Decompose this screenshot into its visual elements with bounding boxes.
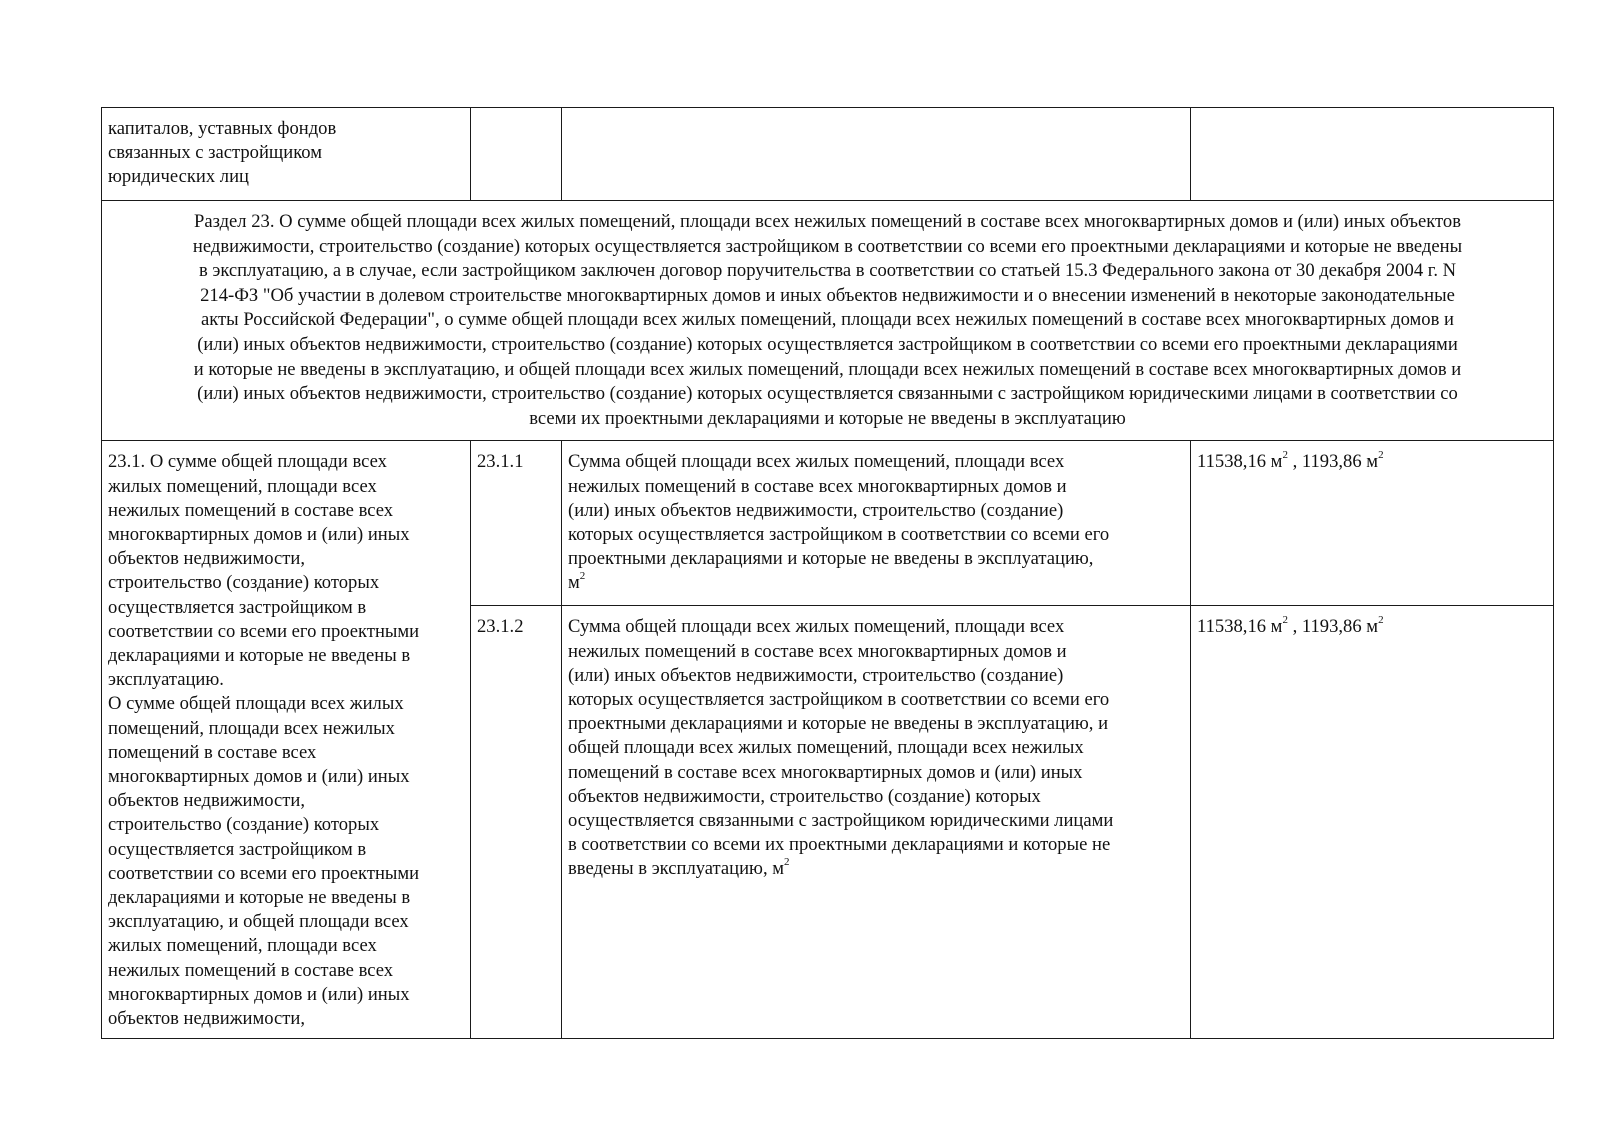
text-line: строительство (создание) которых xyxy=(108,814,380,836)
text-line: всеми их проектными декларациями и которые не введены в эксплуатацию xyxy=(529,407,1126,429)
text-line: осуществляется застройщиком в xyxy=(108,838,367,860)
section-23-header xyxy=(102,201,1554,441)
text-line: объектов недвижимости, xyxy=(108,790,306,812)
empty-value-cell xyxy=(1191,108,1554,201)
value-part-a: 11538,16 м xyxy=(1197,616,1283,638)
text-line: капиталов, уставных фондов xyxy=(108,118,337,139)
text-line: Сумма общей площади всех жилых помещений, площади всех xyxy=(568,616,1065,638)
empty-code-cell xyxy=(471,108,562,201)
unit-line xyxy=(568,571,1184,595)
text-line: общей площади всех жилых помещений, площади всех нежилых xyxy=(568,737,1084,759)
text-line: Сумма общей площади всех жилых помещений, площади всех xyxy=(568,451,1065,473)
text-line: жилых помещений, площади всех xyxy=(108,475,377,497)
text-line: (или) иных объектов недвижимости, строительство (создание) которых осуществляется связанными с застройщиком юридическими лицами в соответствии со xyxy=(197,383,1458,405)
text-line: в соответствии со всеми их проектными декларациями и которые не xyxy=(568,834,1111,856)
text-line: (или) иных объектов недвижимости, строительство (создание) xyxy=(568,664,1064,686)
text-line: проектными декларациями и которые не введены в эксплуатацию, и xyxy=(568,713,1109,735)
text-line: осуществляется застройщиком в xyxy=(108,596,367,618)
text-line: в эксплуатацию, а в случае, если застройщиком заключен договор поручительства в соответствии со статьей 15.3 Федерального закона от 30 декабря 2004 г. N xyxy=(198,260,1457,282)
unit-line xyxy=(568,857,1184,881)
value-exponent-b: 2 xyxy=(1378,449,1384,462)
item-code-cell xyxy=(471,606,562,1039)
disclosure-table xyxy=(101,107,1554,1039)
text-line: (или) иных объектов недвижимости, строительство (создание) которых осуществляется застройщиком в соответствии со всеми его проектными декларациями xyxy=(197,333,1458,355)
text-line: объектов недвижимости, строительство (создание) которых xyxy=(568,785,1041,807)
text-line: эксплуатацию. xyxy=(108,669,224,691)
text-line: и которые не введены в эксплуатацию, и общей площади всех жилых помещений, площади всех нежилых помещений в составе всех многоквартирных домов и xyxy=(193,358,1462,380)
text-line: помещений в составе всех многоквартирных домов и (или) иных xyxy=(568,761,1083,783)
text-line: которых осуществляется застройщиком в соответствии со всеми его xyxy=(568,523,1110,545)
item-description-cell xyxy=(562,441,1191,606)
text-line: 214-ФЗ "Об участии в долевом строительстве многоквартирных домов и иных объектов недвижимости и о внесении изменений в некоторые законодательные xyxy=(200,284,1455,306)
value-exponent-a: 2 xyxy=(1282,614,1288,627)
text-line: Раздел 23. О сумме общей площади всех жилых помещений, площади всех нежилых помещений в составе всех многоквартирных домов и (или) иных объектов xyxy=(193,211,1462,232)
text-line: эксплуатацию, и общей площади всех xyxy=(108,911,409,933)
text-line: декларациями и которые не введены в xyxy=(108,644,411,666)
table-row-23-1-1 xyxy=(102,441,1554,606)
text-line: объектов недвижимости, xyxy=(108,548,306,570)
text-line: связанных с застройщиком xyxy=(108,142,322,164)
value-exponent-b: 2 xyxy=(1378,614,1384,627)
continuation-label-cell xyxy=(102,108,471,201)
text-line: О сумме общей площади всех жилых xyxy=(108,693,404,715)
text-line: соответствии со всеми его проектными xyxy=(108,620,420,642)
text-line: соответствии со всеми его проектными xyxy=(108,862,420,884)
subsection-23-1-cell xyxy=(102,441,471,1039)
item-code-cell xyxy=(471,441,562,606)
table-row-section-header xyxy=(102,201,1554,441)
text-line: многоквартирных домов и (или) иных xyxy=(108,983,410,1005)
text-line: юридических лиц xyxy=(108,166,249,188)
text-line: проектными декларациями и которые не введены в эксплуатацию, xyxy=(568,548,1094,570)
value-part-b: , 1193,86 м xyxy=(1292,451,1379,473)
item-value-cell xyxy=(1191,606,1554,1039)
text-line: которых осуществляется застройщиком в соответствии со всеми его xyxy=(568,688,1110,710)
text-line: акты Российской Федерации", о сумме общей площади всех жилых помещений, площади всех нежилых помещений в составе всех многоквартирных домов и xyxy=(201,309,1454,331)
item-code: 23.1.2 xyxy=(477,616,524,638)
value-part-b: , 1193,86 м xyxy=(1292,616,1379,638)
item-value-cell xyxy=(1191,441,1554,606)
text-line: помещений, площади всех нежилых xyxy=(108,717,395,739)
text-line: объектов недвижимости, xyxy=(108,1008,306,1030)
text-line-last: введены в эксплуатацию, м xyxy=(568,858,785,880)
text-line: помещений в составе всех xyxy=(108,741,317,763)
item-description-cell xyxy=(562,606,1191,1039)
unit-text: м xyxy=(568,572,580,594)
empty-description-cell xyxy=(562,108,1191,201)
unit-exponent: 2 xyxy=(579,570,586,583)
text-line: многоквартирных домов и (или) иных xyxy=(108,523,410,545)
text-line: декларациями и которые не введены в xyxy=(108,887,411,908)
text-line: нежилых помещений в составе всех многоквартирных домов и xyxy=(568,475,1067,497)
text-line: нежилых помещений в составе всех многоквартирных домов и xyxy=(568,640,1067,662)
text-line: жилых помещений, площади всех xyxy=(108,935,377,957)
text-line: 23.1. О сумме общей площади всех xyxy=(108,451,387,473)
value-exponent-a: 2 xyxy=(1282,449,1288,462)
text-line: строительство (создание) которых xyxy=(108,572,380,594)
text-line: (или) иных объектов недвижимости, строительство (создание) xyxy=(568,499,1064,521)
value-part-a: 11538,16 м xyxy=(1197,451,1283,473)
text-line: многоквартирных домов и (или) иных xyxy=(108,765,410,787)
item-code: 23.1.1 xyxy=(477,451,524,473)
text-line: осуществляется связанными с застройщиком юридическими лицами xyxy=(568,809,1114,831)
table-row-continuation xyxy=(102,108,1554,201)
text-line: нежилых помещений в составе всех xyxy=(108,499,394,521)
text-line: нежилых помещений в составе всех xyxy=(108,959,394,981)
text-line: недвижимости, строительство (создание) которых осуществляется застройщиком в соответствии со всеми его проектными декларациями и которые не введены xyxy=(192,235,1463,257)
unit-exponent: 2 xyxy=(784,856,790,869)
